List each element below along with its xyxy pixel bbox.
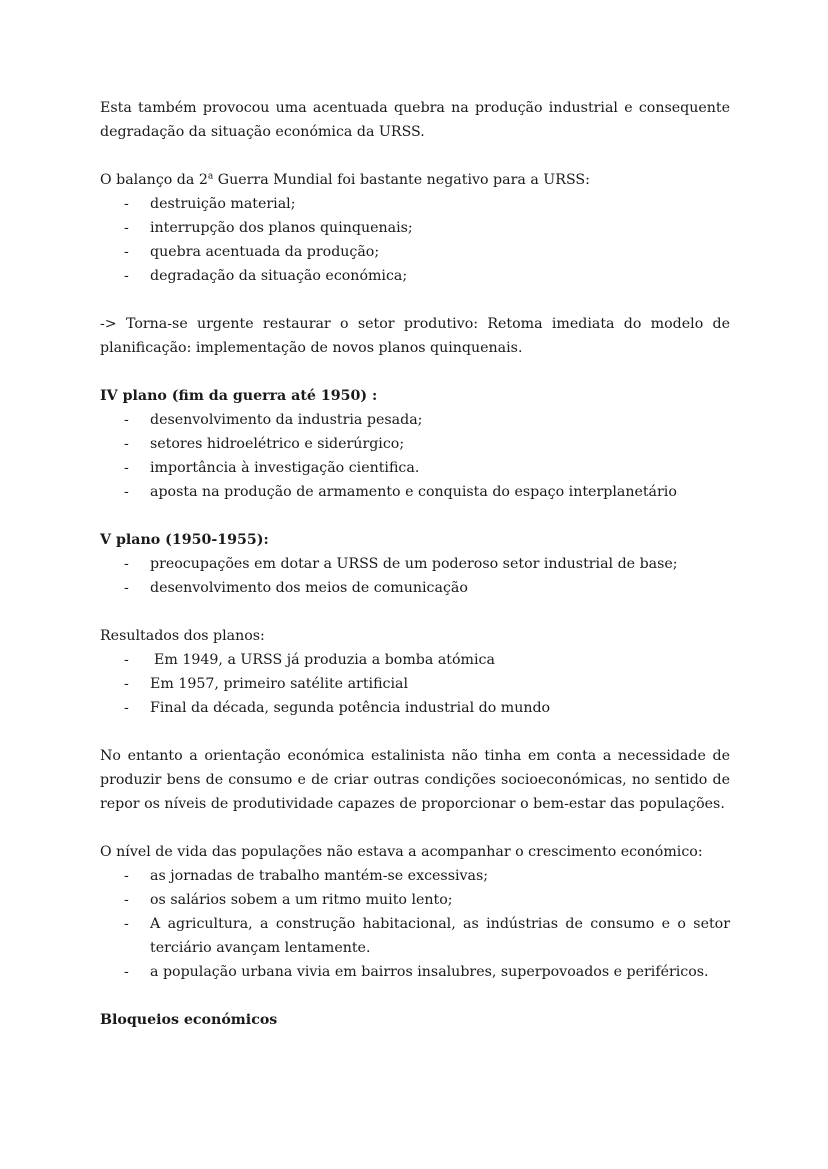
list-item-text: Em 1957, primeiro satélite artificial — [150, 676, 409, 692]
bullet-dash: - — [124, 868, 129, 884]
list-item-text: desenvolvimento dos meios de comunicação — [150, 580, 468, 596]
list-item-text: A agricultura, a construção habitacional, as indústrias de consumo e o setor terciário avançam lentamente. — [150, 916, 730, 956]
list-item — [100, 912, 730, 960]
bullet-dash: - — [124, 484, 129, 500]
bullet-dash: - — [124, 556, 129, 572]
list-item-text: Em 1949, a URSS já produzia a bomba atómica — [154, 652, 495, 668]
list-item-text: interrupção dos planos quinquenais; — [150, 220, 413, 236]
bullet-dash: - — [124, 196, 129, 212]
bullet-dash: - — [124, 676, 129, 692]
list-item-text: importância à investigação cientifica. — [150, 460, 420, 476]
paragraph-torna: -> Torna-se urgente restaurar o setor produtivo: Retoma imediata do modelo de planificação: implementação de novos planos quinquenais. — [100, 316, 730, 356]
bullet-dash: - — [124, 652, 129, 668]
document-body — [100, 96, 730, 1032]
bullet-dash: - — [124, 436, 129, 452]
list-item — [100, 456, 730, 480]
bloqueios-heading-text: Bloqueios económicos — [100, 1012, 278, 1028]
list-item — [100, 648, 730, 672]
bullet-dash: - — [124, 220, 129, 236]
list-item — [100, 216, 730, 240]
plano5-list — [100, 552, 730, 600]
paragraph-intro: Esta também provocou uma acentuada quebra na produção industrial e consequente degradação da situação económica da URSS. — [100, 100, 730, 140]
list-item-text: os salários sobem a um ritmo muito lento; — [150, 892, 453, 908]
bullet-dash: - — [124, 892, 129, 908]
bullet-dash: - — [124, 580, 129, 596]
bullet-dash: - — [124, 460, 129, 476]
list-item — [100, 960, 730, 984]
resultados-list — [100, 648, 730, 720]
list-item-text: Final da década, segunda potência industrial do mundo — [150, 700, 551, 716]
list-item — [100, 576, 730, 600]
nivel-intro: O nível de vida das populações não estava a acompanhar o crescimento económico: — [100, 844, 703, 860]
list-item-text: degradação da situação económica; — [150, 268, 408, 284]
balanco-intro-pre: O balanço da 2 — [100, 172, 208, 188]
list-item — [100, 480, 730, 504]
list-item-text: preocupações em dotar a URSS de um poderoso setor industrial de base; — [150, 556, 678, 572]
list-item — [100, 672, 730, 696]
balanco-list — [100, 192, 730, 288]
nivel-list — [100, 864, 730, 984]
bullet-dash: - — [124, 244, 129, 260]
list-item-text: quebra acentuada da produção; — [150, 244, 380, 260]
list-item — [100, 696, 730, 720]
plano4-heading — [100, 384, 730, 408]
list-item-text: desenvolvimento da industria pesada; — [150, 412, 423, 428]
bullet-dash: - — [124, 700, 129, 716]
list-item-text: aposta na produção de armamento e conquista do espaço interplanetário — [150, 484, 677, 500]
resultados-heading: Resultados dos planos: — [100, 628, 265, 644]
list-item — [100, 264, 730, 288]
list-item — [100, 552, 730, 576]
plano4-list — [100, 408, 730, 504]
bloqueios-heading — [100, 1008, 730, 1032]
list-item-text: destruição material; — [150, 196, 296, 212]
list-item-text: a população urbana vivia em bairros insalubres, superpovoados e periféricos. — [150, 964, 709, 980]
balanco-intro-post: Guerra Mundial foi bastante negativo para a URSS: — [213, 172, 590, 188]
plano4-heading-text: IV plano (fim da guerra até 1950) : — [100, 388, 378, 404]
bullet-dash: - — [124, 916, 129, 932]
list-item — [100, 240, 730, 264]
bullet-dash: - — [124, 268, 129, 284]
plano5-heading-text: V plano (1950-1955): — [100, 532, 269, 548]
plano5-heading — [100, 528, 730, 552]
paragraph-entanto: No entanto a orientação económica estalinista não tinha em conta a necessidade de produzir bens de consumo e de criar outras condições socioeconómicas, no sentido de repor os níveis de produtividade capazes de proporcionar o bem-estar das populações. — [100, 748, 730, 812]
list-item — [100, 888, 730, 912]
list-item — [100, 864, 730, 888]
list-item — [100, 432, 730, 456]
ordinal-superscript: a — [207, 171, 214, 182]
list-item — [100, 192, 730, 216]
balanco-intro — [100, 168, 730, 192]
bullet-dash: - — [124, 964, 129, 980]
list-item-text: setores hidroelétrico e siderúrgico; — [150, 436, 405, 452]
bullet-dash: - — [124, 412, 129, 428]
list-item — [100, 408, 730, 432]
list-item-text: as jornadas de trabalho mantém-se excessivas; — [150, 868, 489, 884]
